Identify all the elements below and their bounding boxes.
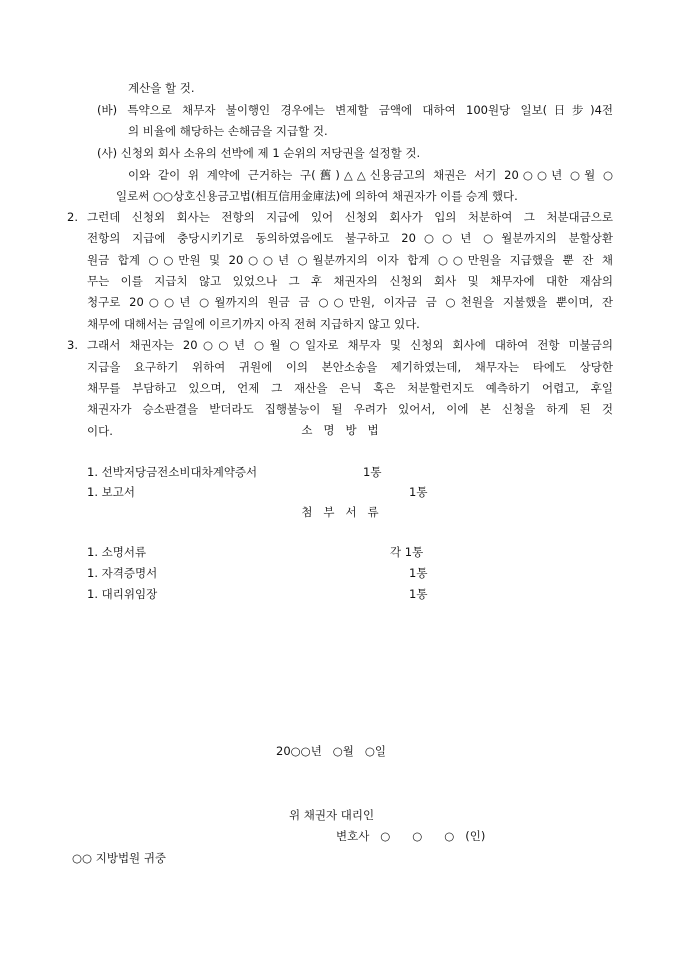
attachments-heading: 첨 부 서 류 xyxy=(301,505,379,519)
item-2-line-2: 전항의 지급에 충당시키기로 동의하였음에도 불구하고 20○○년 ○월분까지의 분할상환 xyxy=(87,231,613,245)
clause-sa: (사) 신청외 회사 소유의 선박에 제 1 순위의 저당권을 설정할 것. xyxy=(97,146,421,160)
item-3-line-5: 이다. xyxy=(87,424,113,438)
attachment-item-label: 1. 소명서류 xyxy=(87,545,147,559)
item-2-line-5: 청구로 20○○년 ○월까지의 원금 금 ○○만원, 이자금 금 ○천원을 지불했을 뿐이며, 잔 xyxy=(87,295,613,309)
attachment-item-label: 1. 대리위임장 xyxy=(87,587,158,601)
item-3-number: 3. xyxy=(67,338,78,352)
evidence-heading: 소 명 방 법 xyxy=(301,423,379,437)
evidence-item-count: 1통 xyxy=(363,465,382,479)
attachment-item-label: 1. 자격증명서 xyxy=(87,566,158,580)
item-3-line-2: 지급을 요구하기 위하여 귀원에 이의 본안소송을 제기하였는데, 채무자는 타에도 상당한 xyxy=(87,360,613,374)
clause-ba-line-2: 의 비율에 해당하는 손해금을 지급할 것. xyxy=(128,124,328,138)
court-addressee: ○○ 지방법원 귀중 xyxy=(72,851,167,865)
filing-date: 20○○년 ○월 ○일 xyxy=(276,744,387,758)
lawyer-signature-line: 변호사 ○ ○ ○ (인) xyxy=(336,829,486,843)
note-line-2: 일로써 ○○상호신용금고법(相互信用金庫法)에 의하여 채권자가 이를 승계 했다. xyxy=(116,189,518,203)
note-line-1: 이와 같이 위 계약에 근거하는 구(舊)△△신용금고의 채권은 서기 20○○년 ○월 ○ xyxy=(128,168,613,182)
item-3-line-3: 채무를 부담하고 있으며, 언제 그 재산을 은닉 혹은 처분할런지도 예측하기 어렵고, 후일 xyxy=(87,381,613,395)
item-2-line-1: 그런데 신청외 회사는 전항의 지급에 있어 신청외 회사가 입의 처분하여 그 처분대금으로 xyxy=(87,210,613,224)
attachment-item-count: 각 1통 xyxy=(390,545,424,559)
item-3-line-4: 채권자가 승소판결을 받더라도 집행불능이 될 우려가 있어서, 이에 본 신청을 하게 된 것 xyxy=(87,402,613,416)
evidence-item-count: 1통 xyxy=(409,485,428,499)
item-2-line-6: 채무에 대해서는 금일에 이르기까지 아직 전혀 지급하지 않고 있다. xyxy=(87,317,420,331)
attachment-item-count: 1통 xyxy=(409,566,428,580)
evidence-item-label: 1. 보고서 xyxy=(87,485,135,499)
attachment-item-count: 1통 xyxy=(409,587,428,601)
applicant-line: 위 채권자 대리인 xyxy=(289,808,375,822)
item-3-line-1: 그래서 채권자는 20○○년 ○월 ○일자로 채무자 및 신청외 회사에 대하여 전항 미불금의 xyxy=(87,338,613,352)
item-2-line-3: 원금 합계 ○○만원 및 20○○년 ○월분까지의 이자 합계 ○○만원을 지급했을 뿐 잔 채 xyxy=(87,253,613,267)
evidence-item-label: 1. 선박저당금전소비대차계약증서 xyxy=(87,465,258,479)
clause-ba-line-1: (바) 특약으로 채무자 불이행인 경우에는 변제할 금액에 대하여 100원당 일보(日步)4전 xyxy=(97,103,613,117)
item-2-number: 2. xyxy=(67,210,78,224)
item-2-line-4: 무는 이를 지급치 않고 있었으나 그 후 채권자의 신청외 회사 및 채무자에 대한 재삼의 xyxy=(87,274,613,288)
paragraph-continuation: 계산을 할 것. xyxy=(128,81,195,95)
